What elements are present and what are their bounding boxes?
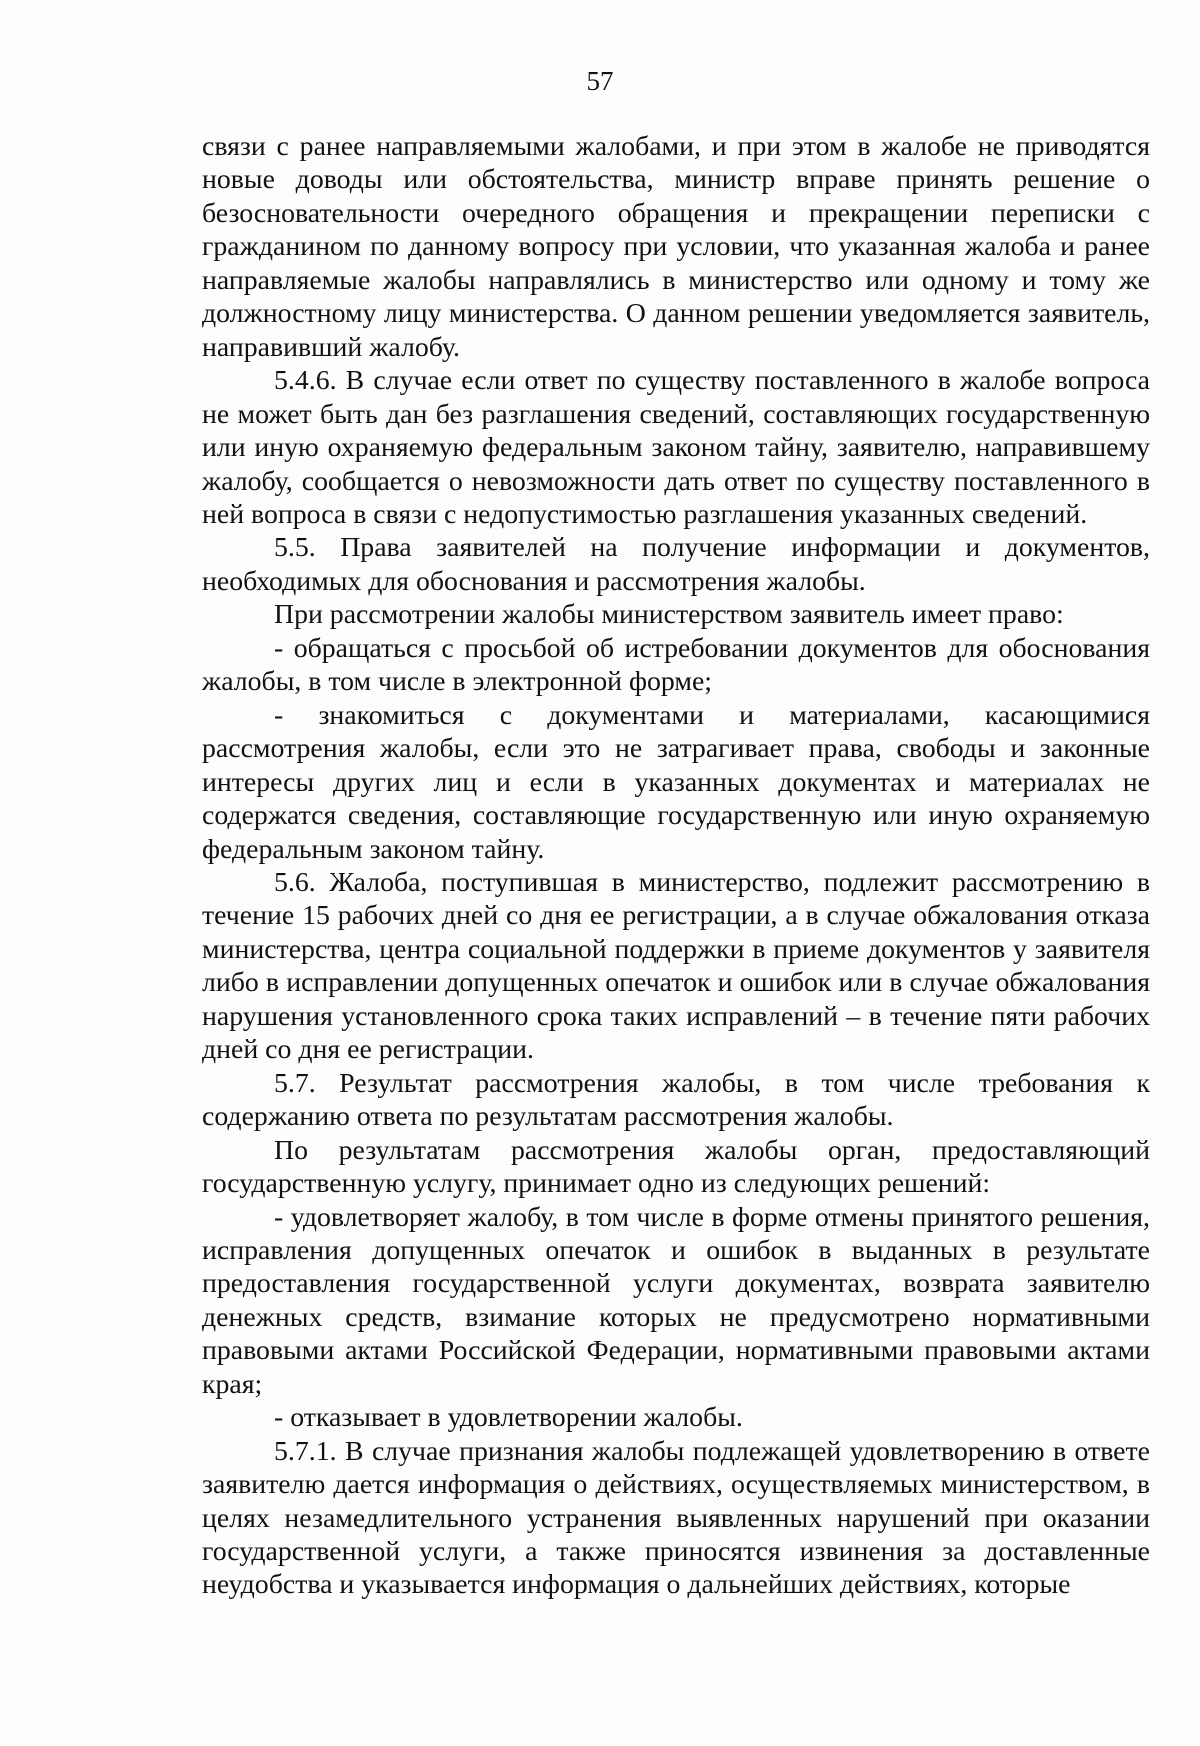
- paragraph-5-4-6: 5.4.6. В случае если ответ по существу поставленного в жалобе вопроса не может быть дан без разглашения сведений, составляющих государственную или иную охраняемую федеральным законом тайну, заявителю, направившему жалобу, сообщается о невозможности дать ответ по существу поставленного в ней вопроса в связи с недопустимостью разглашения указанных сведений.: [202, 365, 1150, 530]
- page-number: 57: [586, 66, 614, 96]
- paragraph-rights-intro: При рассмотрении жалобы министерством заявитель имеет право:: [274, 599, 1064, 631]
- paragraph-5-6: 5.6. Жалоба, поступившая в министерство, подлежит рассмотрению в течение 15 рабочих дней со дня ее регистрации, а в случае обжалования отказа министерства, центра социальной поддержки в приеме документов у заявителя либо в исправлении допущенных опечаток и ошибок или в случае обжалования нарушения установленного срока таких исправлений – в течение пяти рабочих дней со дня ее регистрации.: [202, 866, 1150, 1066]
- list-item-request-documents: - обращаться с просьбой об истребовании документов для обоснования жалобы, в том числе в электронной форме;: [202, 632, 1150, 698]
- paragraph-5-7-1: 5.7.1. В случае признания жалобы подлежащей удовлетворению в ответе заявителю дается информация о действиях, осуществляемых министерством, в целях незамедлительного устранения выявленных нарушений при оказании государственной услуги, а также приносятся извинения за доставленные неудобства и указывается информация о дальнейших действиях, которые: [202, 1435, 1150, 1601]
- paragraph-5-5: 5.5. Права заявителей на получение информации и документов, необходимых для обоснования и рассмотрения жалобы.: [202, 532, 1150, 597]
- list-item-satisfies-complaint: - удовлетворяет жалобу, в том числе в форме отмены принятого решения, исправления допущенных опечаток и ошибок в выданных в результате предоставления государственной услуги документах, возврата заявителю денежных средств, взимание которых не предусмотрено нормативными правовыми актами Российской Федерации, нормативными правовыми актами края;: [202, 1201, 1150, 1400]
- list-item-review-materials: - знакомиться с документами и материалами, касающимися рассмотрения жалобы, если это не затрагивает права, свободы и законные интересы других лиц и если в указанных документах и материалах не содержатся сведения, составляющие государственную или иную охраняемую федеральным законом тайну.: [202, 699, 1150, 865]
- paragraph-decisions-intro: По результатам рассмотрения жалобы орган, предоставляющий государственную услугу, принимает одно из следующих решений:: [202, 1134, 1150, 1200]
- paragraph-continuation: связи с ранее направляемыми жалобами, и при этом в жалобе не приводятся новые доводы или обстоятельства, министр вправе принять решение о безосновательности очередного обращения и прекращении переписки с гражданином по данному вопросу при условии, что указанная жалоба и ранее направляемые жалобы направлялись в министерство или одному и тому же должностному лицу министерства. О данном решении уведомляется заявитель, направивший жалобу.: [202, 131, 1150, 363]
- document-body: [202, 130, 1150, 1602]
- paragraph-5-7: 5.7. Результат рассмотрения жалобы, в том числе требования к содержанию ответа по результатам рассмотрения жалобы.: [202, 1067, 1150, 1133]
- list-item-refuses-complaint: - отказывает в удовлетворении жалобы.: [274, 1402, 743, 1434]
